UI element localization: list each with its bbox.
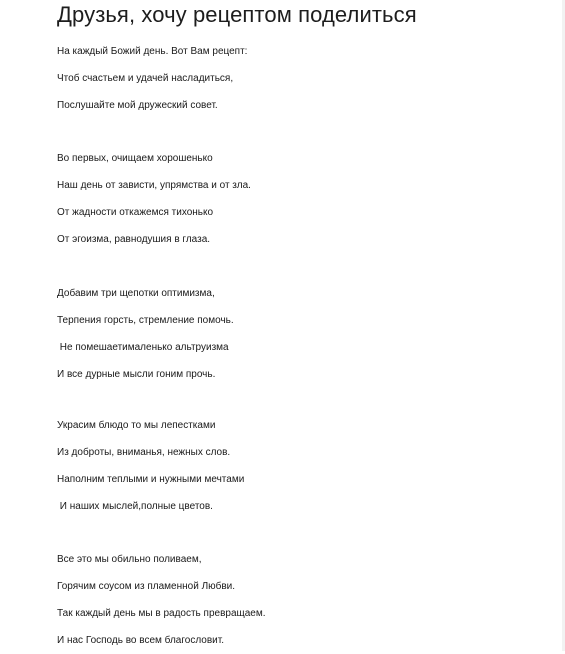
page-title: Друзья, хочу рецептом поделиться [57,2,417,27]
poem-line: Украсим блюдо то мы лепестками [57,420,216,431]
poem-line: Из доброты, вниманья, нежных слов. [57,447,231,458]
poem-line: От эгоизма, равнодушия в глаза. [57,234,211,245]
stanza-5 [57,546,266,654]
poem-line: От жадности откажемся тихонько [57,207,214,218]
poem-line: Добавим три щепотки оптимизма, [57,288,215,299]
stanza-3 [57,280,234,388]
poem-line: Не помешаетималенько альтруизма [57,342,229,353]
poem-line: Послушайте мой дружеский совет. [57,100,218,111]
stanza-1 [57,38,247,119]
stanza-4 [57,412,244,520]
poem-line: Горячим соусом из пламенной Любви. [57,581,236,592]
poem-line: Наш день от зависти, упрямства и от зла. [57,180,251,191]
poem-line: Во первых, очищаем хорошенько [57,153,213,164]
poem-line: Все это мы обильно поливаем, [57,554,202,565]
poem-line: Терпения горсть, стремление помочь. [57,315,234,326]
poem-line: На каждый Божий день. Вот Вам рецепт: [57,46,248,57]
poem-line: Наполним теплыми и нужными мечтами [57,474,245,485]
poem-line: И наших мыслей,полные цветов. [57,501,213,512]
poem-line: И нас Господь во всем благословит. [57,635,224,646]
poem-line: Чтоб счастьем и удачей насладиться, [57,73,234,84]
stanza-2 [57,145,251,253]
poem-line: И все дурные мысли гоним прочь. [57,369,216,380]
poem-line: Так каждый день мы в радость превращаем. [57,608,266,619]
